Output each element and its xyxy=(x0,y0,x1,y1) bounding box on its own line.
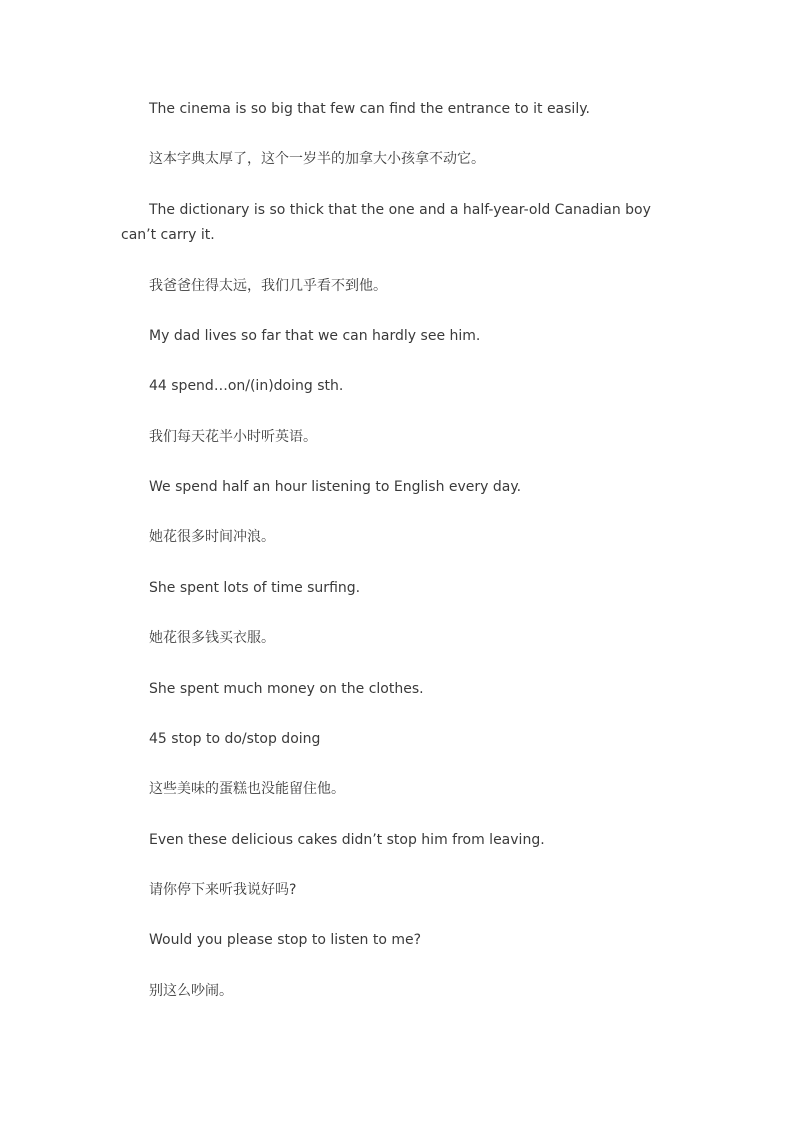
paragraph-17: Would you please stop to listen to me? xyxy=(149,932,422,948)
paragraph-5: My dad lives so far that we can hardly see him. xyxy=(149,328,481,344)
paragraph-4: 我爸爸住得太远，我们几乎看不到他。 xyxy=(149,278,387,294)
paragraph-11: 她花很多钱买衣服。 xyxy=(149,630,275,646)
paragraph-7: 我们每天花半小时听英语。 xyxy=(149,429,317,445)
paragraph-15: Even these delicious cakes didn’t stop him from leaving. xyxy=(149,832,545,848)
paragraph-9: 她花很多时间冲浪。 xyxy=(149,529,275,545)
paragraph-16: 请你停下来听我说好吗? xyxy=(149,882,297,898)
paragraph-3: The dictionary is so thick that the one and a half-year-old Canadian boy can’t carry it. xyxy=(121,202,651,243)
paragraph-10: She spent lots of time surfing. xyxy=(149,580,361,596)
paragraph-8: We spend half an hour listening to English every day. xyxy=(149,479,522,495)
paragraph-12: She spent much money on the clothes. xyxy=(149,681,424,697)
paragraph-2: 这本字典太厚了，这个一岁半的加拿大小孩拿不动它。 xyxy=(149,151,485,167)
section-heading-45: 45 stop to do/stop doing xyxy=(149,731,321,747)
paragraph-1: The cinema is so big that few can find the entrance to it easily. xyxy=(149,101,590,117)
section-heading-44: 44 spend…on/(in)doing sth. xyxy=(149,378,344,394)
paragraph-14: 这些美味的蛋糕也没能留住他。 xyxy=(149,781,345,797)
paragraph-18: 别这么吵闹。 xyxy=(149,983,233,999)
